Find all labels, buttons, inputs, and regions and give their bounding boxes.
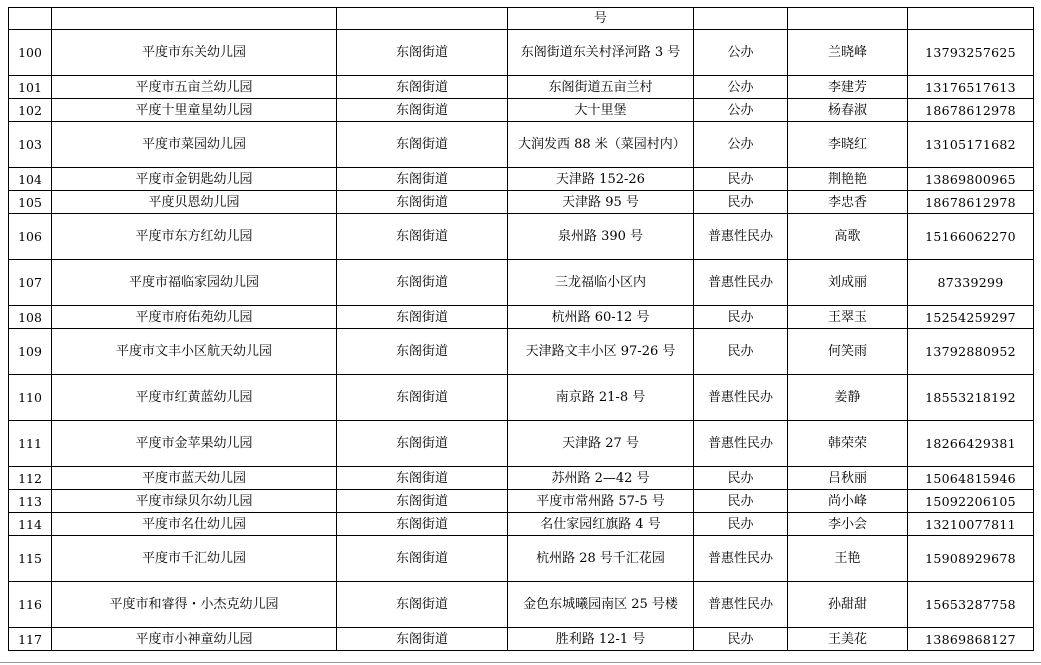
cell-address: 胜利路 12-1 号 bbox=[508, 628, 694, 651]
cell-phone: 15908929678 bbox=[908, 536, 1034, 582]
cell-no: 103 bbox=[9, 122, 52, 168]
cell-contact: 尚小峰 bbox=[788, 490, 908, 513]
cell-no: 111 bbox=[9, 421, 52, 467]
table-row bbox=[9, 467, 1034, 490]
cell-type bbox=[694, 8, 788, 30]
table-row bbox=[9, 628, 1034, 651]
cell-street: 东阁街道 bbox=[337, 214, 508, 260]
cell-type: 普惠性民办 bbox=[694, 375, 788, 421]
cell-name: 平度市和睿得・小杰克幼儿园 bbox=[52, 582, 337, 628]
cell-contact: 王美花 bbox=[788, 628, 908, 651]
cell-phone: 13105171682 bbox=[908, 122, 1034, 168]
cell-name: 平度贝恩幼儿园 bbox=[52, 191, 337, 214]
cell-no: 109 bbox=[9, 329, 52, 375]
cell-contact: 王翠玉 bbox=[788, 306, 908, 329]
table-row bbox=[9, 490, 1034, 513]
cell-no: 116 bbox=[9, 582, 52, 628]
cell-contact: 杨春淑 bbox=[788, 99, 908, 122]
table-row bbox=[9, 513, 1034, 536]
cell-name: 平度市东方红幼儿园 bbox=[52, 214, 337, 260]
cell-street: 东阁街道 bbox=[337, 122, 508, 168]
table-row bbox=[9, 214, 1034, 260]
table-row bbox=[9, 375, 1034, 421]
cell-no: 114 bbox=[9, 513, 52, 536]
cell-street: 东阁街道 bbox=[337, 30, 508, 76]
table-row bbox=[9, 260, 1034, 306]
cell-type: 民办 bbox=[694, 191, 788, 214]
table-row bbox=[9, 421, 1034, 467]
cell-address: 三龙福临小区内 bbox=[508, 260, 694, 306]
cell-street: 东阁街道 bbox=[337, 628, 508, 651]
cell-name: 平度市五亩兰幼儿园 bbox=[52, 76, 337, 99]
cell-name: 平度市菜园幼儿园 bbox=[52, 122, 337, 168]
cell-type: 普惠性民办 bbox=[694, 536, 788, 582]
cell-type: 公办 bbox=[694, 99, 788, 122]
cell-name: 平度市蓝天幼儿园 bbox=[52, 467, 337, 490]
cell-type: 公办 bbox=[694, 122, 788, 168]
table-row bbox=[9, 329, 1034, 375]
cell-name: 平度市名仕幼儿园 bbox=[52, 513, 337, 536]
cell-phone: 15653287758 bbox=[908, 582, 1034, 628]
cell-contact: 李建芳 bbox=[788, 76, 908, 99]
table-row-continued bbox=[9, 8, 1034, 30]
cell-no: 115 bbox=[9, 536, 52, 582]
cell-no: 113 bbox=[9, 490, 52, 513]
cell-contact: 荆艳艳 bbox=[788, 168, 908, 191]
cell-address: 名仕家园红旗路 4 号 bbox=[508, 513, 694, 536]
cell-contact: 吕秋丽 bbox=[788, 467, 908, 490]
cell-phone: 87339299 bbox=[908, 260, 1034, 306]
table-row bbox=[9, 99, 1034, 122]
cell-type: 民办 bbox=[694, 168, 788, 191]
cell-type: 普惠性民办 bbox=[694, 214, 788, 260]
cell-address: 天津路文丰小区 97-26 号 bbox=[508, 329, 694, 375]
cell-name: 平度市东关幼儿园 bbox=[52, 30, 337, 76]
cell-address: 平度市常州路 57-5 号 bbox=[508, 490, 694, 513]
cell-street: 东阁街道 bbox=[337, 582, 508, 628]
cell-name: 平度市千汇幼儿园 bbox=[52, 536, 337, 582]
cell-no: 106 bbox=[9, 214, 52, 260]
cell-address: 杭州路 28 号千汇花园 bbox=[508, 536, 694, 582]
cell-address: 苏州路 2—42 号 bbox=[508, 467, 694, 490]
cell-phone: 18678612978 bbox=[908, 191, 1034, 214]
cell-type: 普惠性民办 bbox=[694, 421, 788, 467]
cell-no: 101 bbox=[9, 76, 52, 99]
cell-type: 民办 bbox=[694, 306, 788, 329]
cell-street: 东阁街道 bbox=[337, 375, 508, 421]
cell-contact: 孙甜甜 bbox=[788, 582, 908, 628]
table-row bbox=[9, 306, 1034, 329]
cell-type: 民办 bbox=[694, 628, 788, 651]
cell-no bbox=[9, 8, 52, 30]
cell-street: 东阁街道 bbox=[337, 260, 508, 306]
cell-street: 东阁街道 bbox=[337, 191, 508, 214]
table-row bbox=[9, 191, 1034, 214]
cell-no: 105 bbox=[9, 191, 52, 214]
cell-name: 平度市小神童幼儿园 bbox=[52, 628, 337, 651]
cell-address: 天津路 27 号 bbox=[508, 421, 694, 467]
cell-street: 东阁街道 bbox=[337, 536, 508, 582]
cell-no: 110 bbox=[9, 375, 52, 421]
cell-name: 平度市红黄蓝幼儿园 bbox=[52, 375, 337, 421]
cell-no: 107 bbox=[9, 260, 52, 306]
cell-phone: 15166062270 bbox=[908, 214, 1034, 260]
cell-contact: 王艳 bbox=[788, 536, 908, 582]
cell-type: 民办 bbox=[694, 467, 788, 490]
cell-street: 东阁街道 bbox=[337, 168, 508, 191]
cell-street: 东阁街道 bbox=[337, 513, 508, 536]
cell-no: 117 bbox=[9, 628, 52, 651]
cell-type: 公办 bbox=[694, 30, 788, 76]
table-row bbox=[9, 582, 1034, 628]
cell-type: 普惠性民办 bbox=[694, 582, 788, 628]
cell-type: 民办 bbox=[694, 329, 788, 375]
cell-phone: 18553218192 bbox=[908, 375, 1034, 421]
cell-phone: 13176517613 bbox=[908, 76, 1034, 99]
cell-address: 泉州路 390 号 bbox=[508, 214, 694, 260]
cell-name: 平度市府佑苑幼儿园 bbox=[52, 306, 337, 329]
page-bottom-divider bbox=[0, 662, 1041, 663]
cell-no: 108 bbox=[9, 306, 52, 329]
cell-phone: 13792880952 bbox=[908, 329, 1034, 375]
cell-contact: 刘成丽 bbox=[788, 260, 908, 306]
cell-street: 东阁街道 bbox=[337, 76, 508, 99]
cell-phone: 13210077811 bbox=[908, 513, 1034, 536]
cell-no: 112 bbox=[9, 467, 52, 490]
cell-street: 东阁街道 bbox=[337, 306, 508, 329]
cell-no: 104 bbox=[9, 168, 52, 191]
cell-type: 公办 bbox=[694, 76, 788, 99]
cell-address: 东阁街道东关村泽河路 3 号 bbox=[508, 30, 694, 76]
table-row bbox=[9, 122, 1034, 168]
cell-street: 东阁街道 bbox=[337, 421, 508, 467]
table-row bbox=[9, 76, 1034, 99]
cell-contact: 兰晓峰 bbox=[788, 30, 908, 76]
cell-name bbox=[52, 8, 337, 30]
cell-address: 金色东城曦园南区 25 号楼 bbox=[508, 582, 694, 628]
cell-street: 东阁街道 bbox=[337, 467, 508, 490]
cell-address: 杭州路 60-12 号 bbox=[508, 306, 694, 329]
cell-no: 102 bbox=[9, 99, 52, 122]
table-row bbox=[9, 168, 1034, 191]
table-body bbox=[9, 8, 1034, 651]
cell-contact: 李晓红 bbox=[788, 122, 908, 168]
cell-phone: 15254259297 bbox=[908, 306, 1034, 329]
cell-contact: 韩荣荣 bbox=[788, 421, 908, 467]
cell-phone: 13793257625 bbox=[908, 30, 1034, 76]
cell-street: 东阁街道 bbox=[337, 490, 508, 513]
cell-street bbox=[337, 8, 508, 30]
cell-phone: 13869868127 bbox=[908, 628, 1034, 651]
cell-contact: 李忠香 bbox=[788, 191, 908, 214]
cell-street: 东阁街道 bbox=[337, 329, 508, 375]
cell-name: 平度十里童星幼儿园 bbox=[52, 99, 337, 122]
cell-name: 平度市福临家园幼儿园 bbox=[52, 260, 337, 306]
cell-address: 天津路 95 号 bbox=[508, 191, 694, 214]
table-row bbox=[9, 536, 1034, 582]
cell-contact: 何笑雨 bbox=[788, 329, 908, 375]
cell-address: 东阁街道五亩兰村 bbox=[508, 76, 694, 99]
cell-type: 普惠性民办 bbox=[694, 260, 788, 306]
cell-type: 民办 bbox=[694, 490, 788, 513]
cell-contact: 高歌 bbox=[788, 214, 908, 260]
cell-type: 民办 bbox=[694, 513, 788, 536]
table-row bbox=[9, 30, 1034, 76]
cell-phone: 13869800965 bbox=[908, 168, 1034, 191]
cell-name: 平度市金钥匙幼儿园 bbox=[52, 168, 337, 191]
cell-name: 平度市金苹果幼儿园 bbox=[52, 421, 337, 467]
cell-contact: 姜静 bbox=[788, 375, 908, 421]
cell-phone bbox=[908, 8, 1034, 30]
cell-contact bbox=[788, 8, 908, 30]
cell-address: 南京路 21-8 号 bbox=[508, 375, 694, 421]
cell-phone: 18678612978 bbox=[908, 99, 1034, 122]
cell-address: 天津路 152-26 bbox=[508, 168, 694, 191]
cell-contact: 李小会 bbox=[788, 513, 908, 536]
cell-no: 100 bbox=[9, 30, 52, 76]
cell-address: 大十里堡 bbox=[508, 99, 694, 122]
cell-phone: 15064815946 bbox=[908, 467, 1034, 490]
cell-address: 大润发西 88 米（菜园村内） bbox=[508, 122, 694, 168]
cell-street: 东阁街道 bbox=[337, 99, 508, 122]
cell-phone: 18266429381 bbox=[908, 421, 1034, 467]
cell-name: 平度市绿贝尔幼儿园 bbox=[52, 490, 337, 513]
cell-phone: 15092206105 bbox=[908, 490, 1034, 513]
kindergarten-table bbox=[8, 7, 1034, 651]
cell-address: 号 bbox=[508, 8, 694, 30]
cell-name: 平度市文丰小区航天幼儿园 bbox=[52, 329, 337, 375]
